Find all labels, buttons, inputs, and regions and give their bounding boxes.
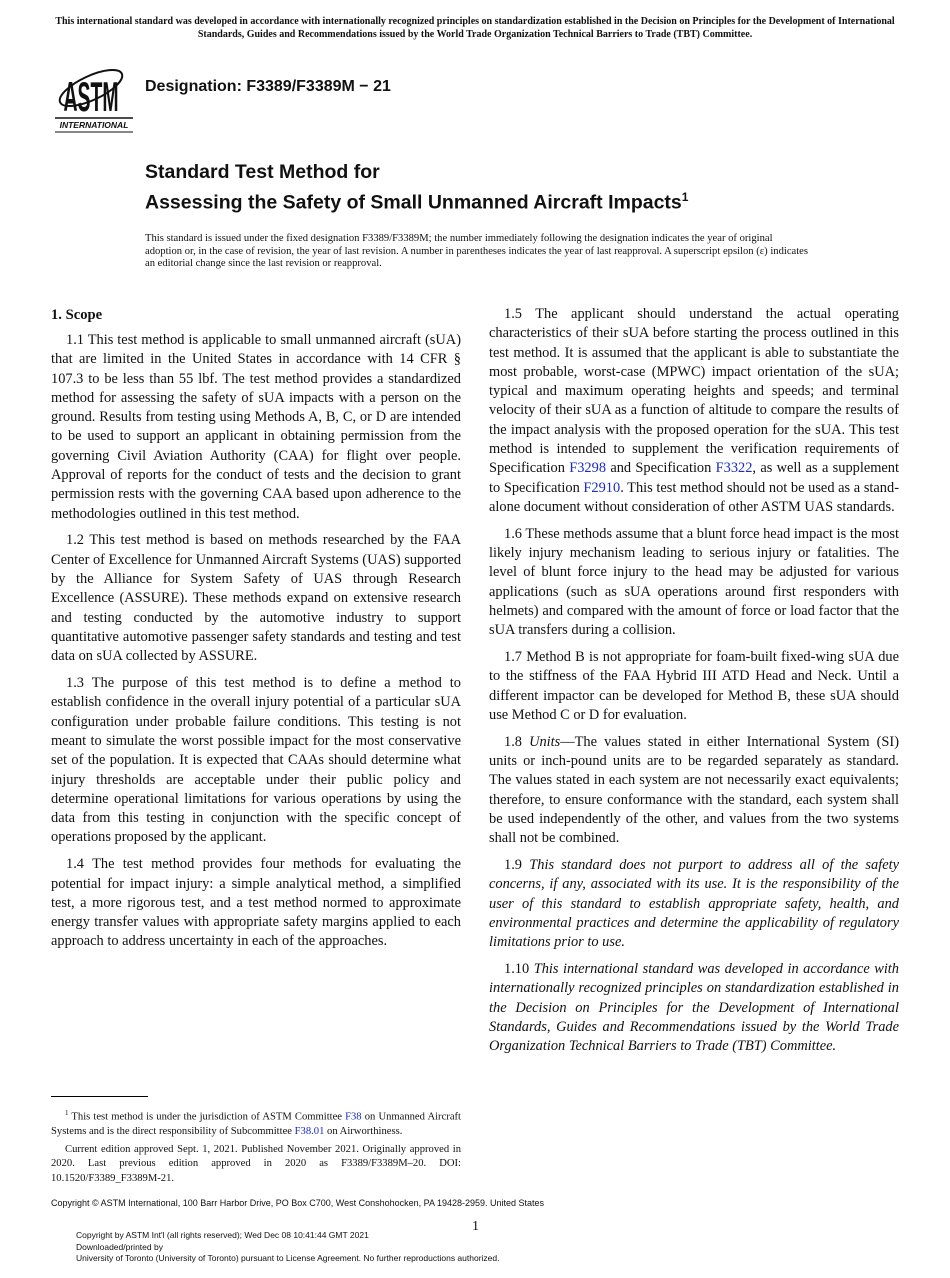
paragraph xyxy=(51,1143,461,1186)
paragraph-text: Current edition approved Sept. 1, 2021. Published November 2021. Originally approved in 2020. Last previous edition approved in 2020 as F3389/F3389M–20. DOI: 10.1520/F3389_F3389M-21. xyxy=(51,1144,461,1184)
paragraph-text: and Specification xyxy=(606,460,716,477)
document-title xyxy=(145,160,688,216)
download-line-1: Copyright by ASTM Int'l (all rights reserved); Wed Dec 08 10:41:44 GMT 2021 xyxy=(76,1230,369,1240)
paragraph-text: 1.6 These methods assume that a blunt force head impact is the most likely injury mechanism leading to serious injury or fatalities. The level of blunt force injury to the head may be adjusted for various applications (such as sUA operations around first responders with helmets) and compared with the amount of force or load factor that the sUA transfers during a collision. xyxy=(489,525,899,639)
paragraph xyxy=(489,648,899,725)
paragraph-text: 1.1 This test method is applicable to small unmanned aircraft (sUA) that are limited in the United States in accordance with 14 CFR § 107.3 to be less than 55 lbf. The test method provides a standardized method for assessing the safety of sUA impacts with a person on the ground. Results from testing using Methods A, B, C, or D are intended to be used to support an applicant in obtaining permission from the governing Civil Aviation Authority (CAA) for flight over people. Approval of reports for the conduct of tests and the decision to grant permission rests with the governing CAA based upon adherence to the methodologies outlined in this test method. xyxy=(51,332,461,522)
paragraph-text: on Airworthiness. xyxy=(324,1125,403,1137)
footnote-mark: 1 xyxy=(65,1108,69,1117)
paragraph xyxy=(51,531,461,666)
paragraph-text: Units xyxy=(529,733,561,750)
intro-note: This standard is issued under the fixed designation F3389/F3389M; the number immediately following the designation indicates the year of original adoption or, in the case of revision, the year of last revision. A number in parentheses indicates the year of last reapproval. A superscript epsilon (ε) indicates an editorial change since the last revision or reapproval. xyxy=(145,233,808,270)
title-line-2 xyxy=(145,185,688,216)
logo-text: ASTM xyxy=(63,73,119,121)
paragraph-text: This test method is under the jurisdiction of ASTM Committee xyxy=(68,1111,346,1123)
section-heading: 1. Scope xyxy=(51,307,103,323)
title-text: Assessing the Safety of Small Unmanned Aircraft Impacts xyxy=(145,191,682,214)
astm-logo xyxy=(53,58,135,136)
paragraph xyxy=(51,331,461,524)
paragraph-text: 1.7 Method B is not appropriate for foam-built fixed-wing sUA due to the stiffness of the FAA Hybrid III ATD Head and Neck. Until a different impactor can be developed for Method B, these sUA should use Method C or D for evaluation. xyxy=(489,649,899,723)
designation: Designation: F3389/F3389M − 21 xyxy=(145,78,391,95)
paragraph xyxy=(51,855,461,951)
standard-link[interactable]: F38.01 xyxy=(294,1125,325,1137)
paragraph-text: 1.2 This test method is based on methods researched by the FAA Center of Excellence for Unmanned Aircraft Systems (UAS) supported by the Alliance for System Safety of UAS through Research Excellence (ASSURE). These methods expand on extensive research and testing conducted by the automotive industry to support quantitative automotive passenger safety standards and testing and test data on sUA collected by ASSURE. xyxy=(51,532,462,665)
standard-link[interactable]: F3298 xyxy=(569,460,607,477)
paragraph-text: on Unmanned Aircraft Systems and is the direct responsibility of Subcommittee xyxy=(51,1111,461,1137)
paragraph xyxy=(489,960,899,1056)
paragraph xyxy=(489,305,899,517)
paragraph xyxy=(51,674,461,848)
download-line-2: Downloaded/printed by xyxy=(76,1241,163,1252)
paragraph xyxy=(51,1106,461,1139)
footnotes xyxy=(51,1106,461,1186)
paragraph-text: 1.10 xyxy=(504,961,534,977)
download-line-3: University of Toronto (University of Toronto) pursuant to License Agreement. No further reproductions authorized. xyxy=(76,1253,500,1263)
paragraph-text: 1.8 xyxy=(504,733,530,750)
page-number: 1 xyxy=(472,1219,479,1234)
page-footer xyxy=(0,1198,950,1278)
logo-subtitle: INTERNATIONAL xyxy=(59,120,129,130)
standard-link[interactable]: F38 xyxy=(345,1111,362,1123)
copyright-line: Copyright © ASTM International, 100 Barr Harbor Drive, PO Box C700, West Conshohocken, PA 19428-2959. United States xyxy=(51,1198,545,1208)
paragraph-text: This international standard was developed in accordance with internationally recognized principles on standardization established in the Decision on Principles for the Development of International Standards, Guides and Recommendations issued by the World Trade Organization Technical Barriers to Trade (TBT) Committee. xyxy=(489,961,900,1055)
columns xyxy=(51,305,899,1190)
standard-link[interactable]: F2910 xyxy=(583,479,621,496)
paragraph-text: , as well as a supplement to Specification xyxy=(489,460,899,496)
paragraph xyxy=(489,856,899,952)
footnote-divider xyxy=(51,1096,148,1097)
standard-notice: This international standard was developed in accordance with internationally recognized principles on standardization established in the Decision on Principles for the Development of International Standards, Guides and Recommendations issued by the World Trade Organization Technical Barriers to Trade (TBT) Committee. xyxy=(55,16,895,40)
title-line-1: Standard Test Method for xyxy=(145,161,380,183)
paragraph-text: 1.9 xyxy=(504,857,530,874)
paragraph-text: . This test method should not be used as a stand-alone document without consideration of other ASTM UAS standards. xyxy=(489,479,899,515)
paragraph-text: —The values stated in either International System (SI) units or inch-pound units are to be regarded separately as standard. The values stated in each system are not necessarily exact equivalents; therefore, to ensure conformance with the standard, each system shall be used independently of the other, and values from the two systems shall not be combined. xyxy=(489,733,899,847)
left-paragraphs xyxy=(51,331,461,959)
paragraph xyxy=(489,733,899,849)
standard-link[interactable]: F3322 xyxy=(715,460,753,477)
right-column xyxy=(489,305,899,1190)
download-notice xyxy=(76,1230,500,1265)
paragraph xyxy=(489,525,899,641)
title-footnote-mark: 1 xyxy=(681,190,689,204)
paragraph-text: 1.3 The purpose of this test method is to define a method to establish confidence in the overall injury potential of a particular sUA configuration under probable failure conditions. This testing is not meant to simulate the worst possible impact for the most conservative set of the population. It is expected that CAAs should determine what injury thresholds are acceptable under their public policy and determine operational limitations for various operations by using the data from this testing in conjunction with the specific concept of operations proposed by the applicant. xyxy=(51,675,461,846)
left-column xyxy=(51,305,461,1190)
paragraph-text: 1.4 The test method provides four methods for evaluating the potential for impact injury: a simple analytical method, a simplified test, a more rigorous test, and a test method normed to approximate energy transfer values with appropriate safety margins applied to each approach to address uncertainty in each of the approaches. xyxy=(51,856,461,950)
paragraph-text: 1.5 The applicant should understand the actual operating characteristics of their sUA before starting the process outlined in this test method. It is assumed that the applicant is able to substantiate the most probable, worst-case (MPWC) impact orientation of the sUA; typical and maximum operating heights and speeds; and terminal velocity of their sUA as a function of altitude to compare the results of the impact analysis with the proposed operation for the sUA. This test method is intended to supplement the verification requirements of Specification xyxy=(489,306,899,477)
paragraph-text: This standard does not purport to address all of the safety concerns, if any, associated with its use. It is the responsibility of the user of this standard to establish appropriate safety, health, and environmental practices and determine the applicability of regulatory limitations prior to use. xyxy=(489,857,899,951)
right-paragraphs xyxy=(489,305,899,1056)
footnote-block xyxy=(51,1076,461,1190)
